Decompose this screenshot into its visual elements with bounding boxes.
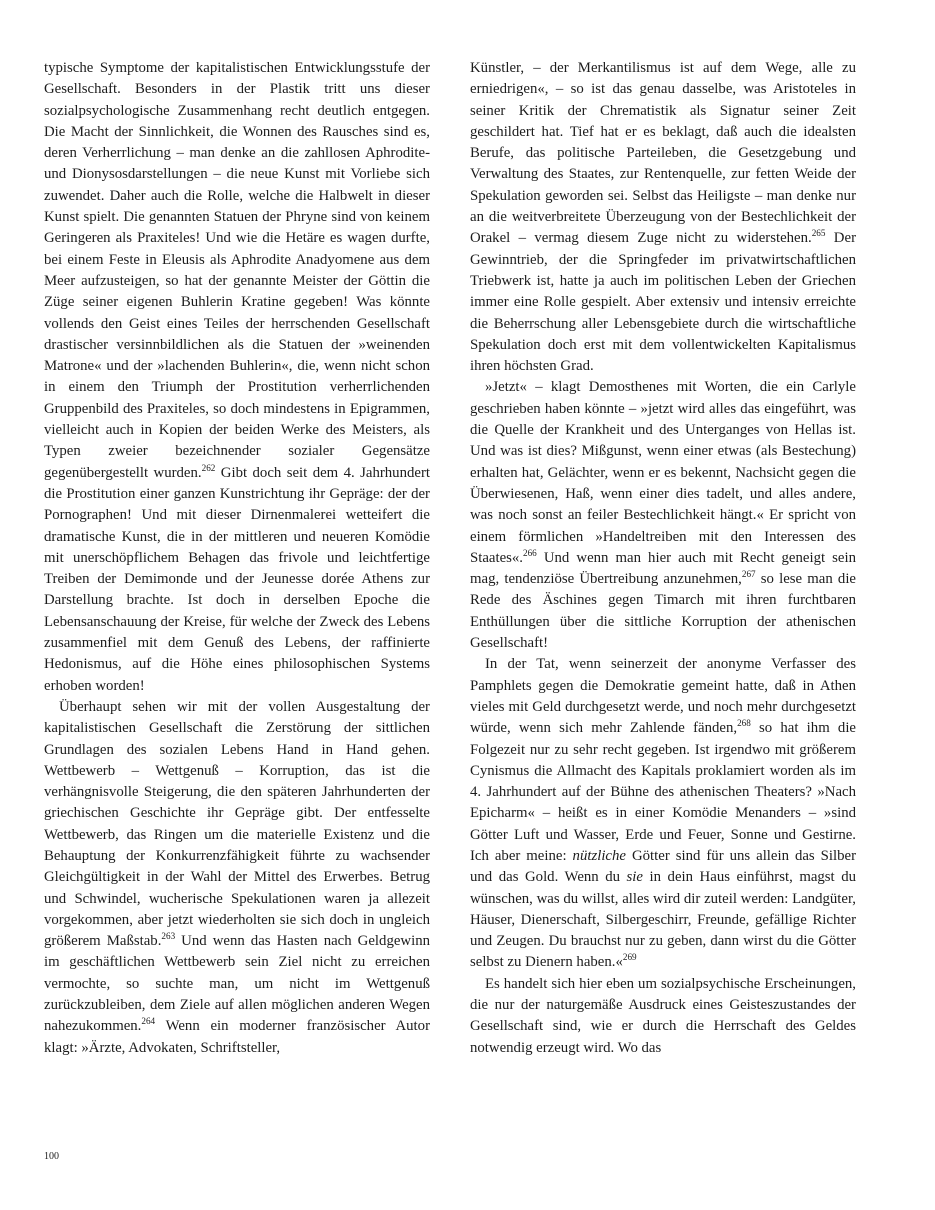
paragraph: Es handelt sich hier eben um sozialpsychische Erscheinungen, die nur der naturgemäße Ausdruck eines Geisteszustandes der Gesellschaft sind, wie er durch die Herrschaft des Geldes notwendig erzeugt wird. Wo das: [470, 975, 856, 1056]
paragraph: In der Tat, wenn seinerzeit der anonyme Verfasser des Pamphlets gegen die Demokratie gemeint hatte, daß in Athen vieles mit Geld durchgesetzt werde, und noch mehr durchgesetzt würde, wenn sich mehr Zahlende fänden,$^{268}$ so hat ihm die Folgezeit nur zu sehr recht gegeben. Ist irgendwo mit größerem Cynismus die Allmacht des Kapitals proklamiert worden als im 4. Jahrhundert auf der Bühne des athenischen Theaters? »Nach Epicharm« – heißt es in einer Komödie Menanders – »sind Götter Luft und Wasser, Erde und Feuer, Sonne und Gestirne. Ich aber meine: nützliche Götter sind für uns allein das Silber und das Gold. Wenn du sie in dein Haus einführst, magst du wünschen, was du willst, alles wird dir zuteil werden: Landgüter, Häuser, Dienerschaft, Silbergeschirr, Freunde, gefällige Richter und Zeugen. Du brauchst nur zu geben, dann wirst du die Götter selbst zu Dienern haben.«$^{269}$: [470, 656, 857, 971]
footnote-ref: 263: [161, 931, 176, 942]
paragraph: typische Symptome der kapitalistischen Entwicklungsstufe der Gesellschaft. Besonders in der Plastik tritt uns dieser sozialpsychologische Zusammenhang recht deutlich entgegen. Die Macht der Sinnlichkeit, die Wonnen des Rausches sind es, deren Verherrlichung – man denke an die zahllosen Aphrodite- und Dionysosdarstellungen – die neue Kunst mit Vorliebe sich zuwendet. Daher auch die Rolle, welche die Halbwelt in dieser Kunst spielt. Die genannten Statuen der Phryne sind von keinem Geringeren als Praxiteles! Und wie die Hetäre es wagen durfte, bei einem Feste in Eleusis als Aphrodite Anadyomene aus dem Meer aufzusteigen, so hat der genannte Meister der Göttin die Züge seiner eigenen Buhlerin Kratine gegeben! Was könnte vollends den Geist eines Teiles der herrschenden Gesellschaft drastischer versinnbildlichen als die Statuen der »weinenden Matrone« und der »lachenden Buhlerin«, die, wenn nicht schon in einem den Triumph der Prostitution verherrlichenden Gruppenbild des Praxiteles, so doch mindestens in Epigrammen, vielleicht auch in Kopien der beiden Werke des Meisters, als Typen zweier bezeichnender sozialer Gegensätze gegenübergestellt wurden.$^{262}$ Gibt doch seit dem 4. Jahrhundert die Prostitution einer ganzen Kunstrichtung ihr Gepräge: der der Pornographen! Und mit dieser Dirnenmalerei wetteifert die dramatische Kunst, die in der mittleren und neueren Komödie mit unerschöpflichem Behagen das frivole und leichtfertige Treiben der Demimonde und der Jeunesse dorée Athens zur Darstellung brachte. Ist doch in derselben Epoche die Lebensanschauung der Kreise, für welche der Zweck des Lebens zusammenfiel mit dem Genuß des Lebens, der raffinierte Hedonismus, auf die Höhe eines philosophischen Systems erhoben worden!: [44, 60, 430, 694]
footnote-ref: 264: [141, 1016, 156, 1027]
paragraph: Überhaupt sehen wir mit der vollen Ausgestaltung der kapitalistischen Gesellschaft die Zerstörung der sittlichen Grundlagen des sozialen Lebens Hand in Hand gehen. Wettbewerb – Wettgenuß – Korruption, das ist die verhängnisvolle Steigerung, die den späteren Jahrhunderten der griechischen Geschichte ihr Gepräge gibt. Der entfesselte Wettbewerb, das Ringen um die materielle Existenz und die Behauptung der Konkurrenzfähigkeit führte zu wachsender Gleichgültigkeit in der Wahl der Mittel des Erwerbes. Betrug und Schwindel, wucherische Spekulationen waren ja allezeit vorgekommen, aber jetzt wiederholten sie sich doch in ungleich größerem Maßstab.$^{263}$ Und wenn das Hasten nach Geldgewinn im geschäftlichen Wettbewerb sein Ziel nicht zu erreichen vermochte, so suchte man, um nicht im Wettgenuß zurückzubleiben, dem Ziele auf allen möglichen anderen Wegen nahezukommen.$^{264}$ Wenn ein moderner französischer Autor klagt: »Ärzte, Advokaten, Schriftsteller,: [44, 698, 430, 1056]
paragraph: Künstler, – der Merkantilismus ist auf dem Wege, alle zu erniedrigen«, – so ist das genau dasselbe, was Aristoteles in seiner Kritik der Chrematistik als Signatur seiner Zeit geschildert hat. Tief hat er es beklagt, daß auch die idealsten Berufe, das politische Parteileben, die Gesetzgebung und Verwaltung des Staates, zur Rentenquelle, zur fetten Weide der Spekulation geworden sei. Selbst das Heiligste – man denke nur an die weitverbreitete Überzeugung von der Bestechlichkeit der Orakel – vermag diesem Zuge nicht zu widerstehen.$^{265}$ Der Gewinntrieb, der die Springfeder im privatwirtschaftlichen Triebwerk ist, hatte ja auch im politischen Leben der Griechen immer eine Rolle gespielt. Aber extensiv und intensiv erreichte die Beherrschung aller Lebensgebiete durch die wirtschaftliche Spekulation doch erst mit dem vollentwickelten Kapitalismus ihren höchsten Grad.: [470, 60, 856, 375]
footnote-ref: 269: [622, 952, 637, 963]
emphasis-text: sie: [626, 869, 643, 886]
right-column: [470, 58, 856, 1059]
footnote-ref: 262: [201, 462, 216, 473]
footnote-ref: 266: [523, 547, 537, 558]
footnote-ref: 268: [737, 718, 751, 729]
page-number: 100: [44, 1151, 59, 1162]
footnote-ref: 265: [811, 228, 826, 239]
paragraph: »Jetzt« – klagt Demosthenes mit Worten, die ein Carlyle geschrieben haben könnte – »jetzt wird alles das eingeführt, was die Quelle der Krankheit und des Unterganges von Hellas ist. Und was ist dies? Mißgunst, wenn einer etwas (als Bestechung) erhalten hat, Gelächter, wenn er es bekennt, Nachsicht gegen die Überwiesenen, Haß, wenn einer dies tadelt, und alles andere, was noch sonst an feiler Bestechlichkeit hängt.« Er spricht von einem förmlichen »Handeltreiben mit den Interessen des Staates«.$^{266}$ Und wenn man hier auch mit Recht geneigt sein mag, tendenziöse Übertreibung anzunehmen,$^{267}$ so lese man die Rede des Äschines gegen Timarch mit ihren furchtbaren Enthüllungen über die sittliche Korruption der athenischen Gesellschaft!: [470, 379, 857, 652]
emphasis-text: nützliche: [572, 847, 626, 864]
text-columns: [44, 58, 856, 1059]
footnote-ref: 267: [741, 569, 756, 580]
left-column: [44, 58, 430, 1059]
